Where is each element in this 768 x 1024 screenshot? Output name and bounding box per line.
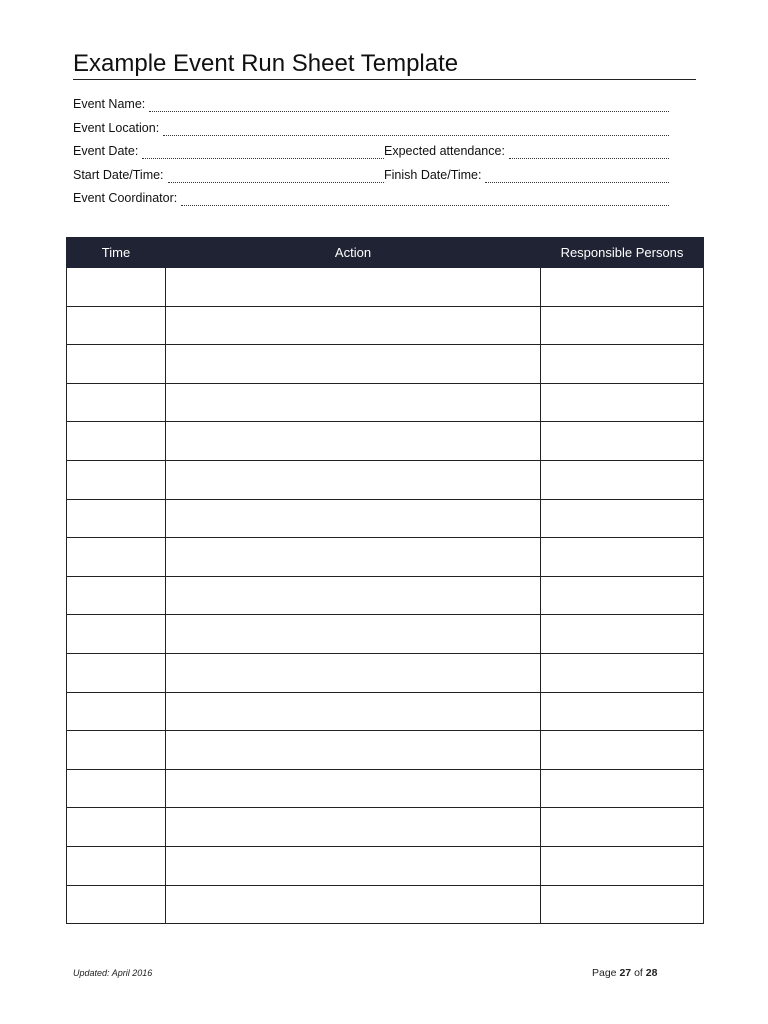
action-cell[interactable] xyxy=(166,576,541,615)
time-cell[interactable] xyxy=(67,576,166,615)
table-row xyxy=(67,422,704,461)
action-cell[interactable] xyxy=(166,653,541,692)
action-cell[interactable] xyxy=(166,422,541,461)
action-cell[interactable] xyxy=(166,769,541,808)
responsible-persons-cell[interactable] xyxy=(541,268,704,307)
time-cell[interactable] xyxy=(67,653,166,692)
action-cell[interactable] xyxy=(166,499,541,538)
action-cell[interactable] xyxy=(166,808,541,847)
page-total: 28 xyxy=(645,967,658,979)
page-of: of xyxy=(634,967,643,979)
header-time: Time xyxy=(67,238,166,268)
start-datetime-label: Start Date/Time: xyxy=(73,168,164,182)
action-cell[interactable] xyxy=(166,383,541,422)
time-cell[interactable] xyxy=(67,808,166,847)
responsible-persons-cell[interactable] xyxy=(541,460,704,499)
page-title: Example Event Run Sheet Template xyxy=(73,49,696,80)
table-row xyxy=(67,538,704,577)
table-row xyxy=(67,383,704,422)
expected-attendance-label: Expected attendance: xyxy=(384,144,505,158)
finish-datetime-line[interactable] xyxy=(485,170,669,183)
responsible-persons-cell[interactable] xyxy=(541,731,704,770)
action-cell[interactable] xyxy=(166,731,541,770)
responsible-persons-cell[interactable] xyxy=(541,615,704,654)
table-row xyxy=(67,769,704,808)
page-current: 27 xyxy=(619,967,632,979)
page-prefix: Page xyxy=(592,967,617,979)
responsible-persons-cell[interactable] xyxy=(541,306,704,345)
event-date-field[interactable] xyxy=(73,143,384,159)
action-cell[interactable] xyxy=(166,306,541,345)
time-cell[interactable] xyxy=(67,306,166,345)
table-row xyxy=(67,885,704,924)
time-cell[interactable] xyxy=(67,846,166,885)
header-responsible-persons: Responsible Persons xyxy=(541,238,704,268)
action-cell[interactable] xyxy=(166,268,541,307)
event-date-label: Event Date: xyxy=(73,144,139,158)
table-row xyxy=(67,345,704,384)
action-cell[interactable] xyxy=(166,692,541,731)
time-cell[interactable] xyxy=(67,769,166,808)
action-cell[interactable] xyxy=(166,538,541,577)
table-row xyxy=(67,268,704,307)
responsible-persons-cell[interactable] xyxy=(541,345,704,384)
finish-datetime-field[interactable] xyxy=(384,167,669,183)
time-cell[interactable] xyxy=(67,499,166,538)
event-date-row xyxy=(73,143,669,159)
event-location-line[interactable] xyxy=(163,123,669,136)
action-cell[interactable] xyxy=(166,885,541,924)
table-header-row xyxy=(67,238,704,268)
run-sheet-table xyxy=(66,237,704,924)
event-date-line[interactable] xyxy=(142,146,384,159)
action-cell[interactable] xyxy=(166,615,541,654)
responsible-persons-cell[interactable] xyxy=(541,422,704,461)
responsible-persons-cell[interactable] xyxy=(541,653,704,692)
event-location-row xyxy=(73,120,669,136)
table-row xyxy=(67,615,704,654)
responsible-persons-cell[interactable] xyxy=(541,576,704,615)
event-location-field[interactable] xyxy=(73,120,669,136)
responsible-persons-cell[interactable] xyxy=(541,692,704,731)
event-name-label: Event Name: xyxy=(73,97,146,111)
event-name-field[interactable] xyxy=(73,96,669,112)
time-cell[interactable] xyxy=(67,422,166,461)
table-row xyxy=(67,576,704,615)
header-action: Action xyxy=(166,238,541,268)
finish-datetime-label: Finish Date/Time: xyxy=(384,168,482,182)
responsible-persons-cell[interactable] xyxy=(541,769,704,808)
event-coordinator-row xyxy=(73,190,669,206)
start-datetime-field[interactable] xyxy=(73,167,384,183)
responsible-persons-cell[interactable] xyxy=(541,846,704,885)
action-cell[interactable] xyxy=(166,345,541,384)
responsible-persons-cell[interactable] xyxy=(541,808,704,847)
time-cell[interactable] xyxy=(67,460,166,499)
time-cell[interactable] xyxy=(67,885,166,924)
table-row xyxy=(67,692,704,731)
start-datetime-line[interactable] xyxy=(168,170,384,183)
action-cell[interactable] xyxy=(166,460,541,499)
event-location-label: Event Location: xyxy=(73,121,160,135)
table-row xyxy=(67,306,704,345)
table-body xyxy=(67,268,704,924)
table-row xyxy=(67,460,704,499)
action-cell[interactable] xyxy=(166,846,541,885)
table-row xyxy=(67,731,704,770)
datetime-row xyxy=(73,167,669,183)
responsible-persons-cell[interactable] xyxy=(541,383,704,422)
event-coordinator-label: Event Coordinator: xyxy=(73,191,178,205)
updated-note: Updated: April 2016 xyxy=(73,968,153,978)
responsible-persons-cell[interactable] xyxy=(541,538,704,577)
event-coordinator-line[interactable] xyxy=(181,193,669,206)
table-row xyxy=(67,846,704,885)
table-row xyxy=(67,808,704,847)
expected-attendance-line[interactable] xyxy=(509,146,669,159)
time-cell[interactable] xyxy=(67,268,166,307)
table-row xyxy=(67,653,704,692)
time-cell[interactable] xyxy=(67,345,166,384)
event-name-line[interactable] xyxy=(149,99,669,112)
time-cell[interactable] xyxy=(67,731,166,770)
time-cell[interactable] xyxy=(67,538,166,577)
time-cell[interactable] xyxy=(67,615,166,654)
responsible-persons-cell[interactable] xyxy=(541,499,704,538)
expected-attendance-field[interactable] xyxy=(384,143,669,159)
time-cell[interactable] xyxy=(67,692,166,731)
event-coordinator-field[interactable] xyxy=(73,190,669,206)
time-cell[interactable] xyxy=(67,383,166,422)
responsible-persons-cell[interactable] xyxy=(541,885,704,924)
table-row xyxy=(67,499,704,538)
page-number xyxy=(592,967,657,979)
event-name-row xyxy=(73,96,669,112)
